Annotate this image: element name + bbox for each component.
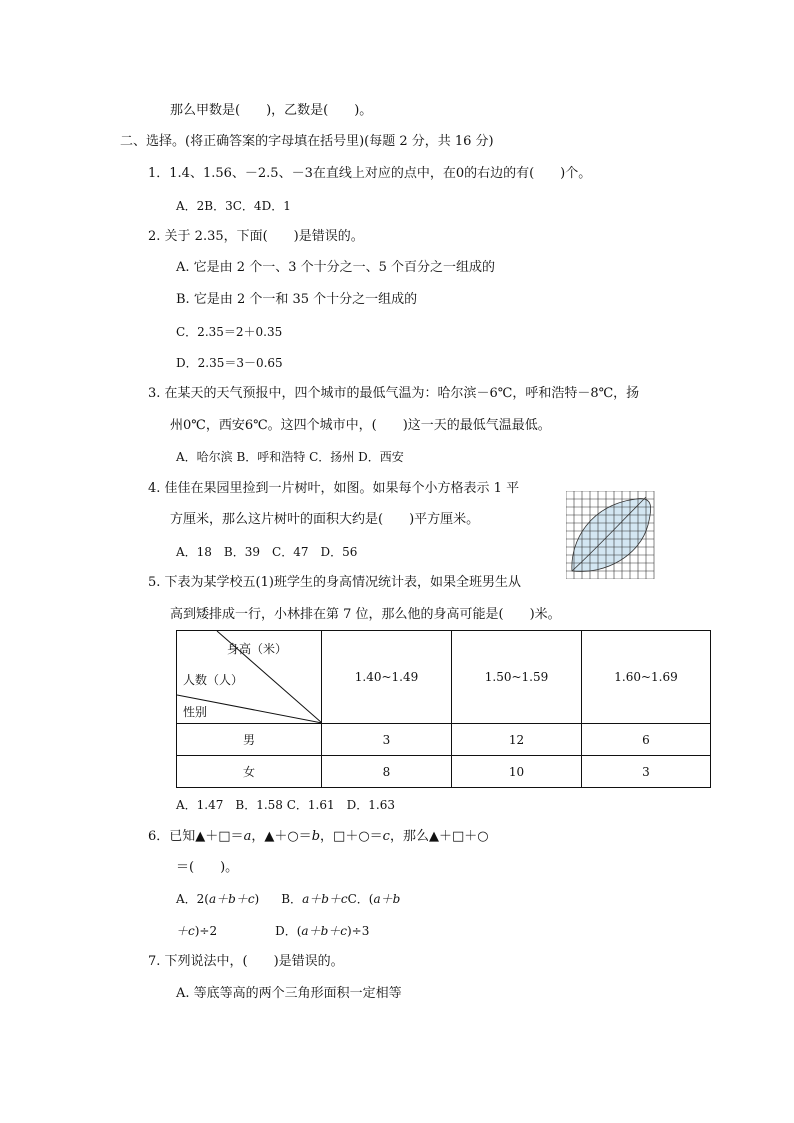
question-6-stem-line1 [148,829,489,845]
question-6-options-line1 [176,891,400,907]
table-row [177,724,711,756]
q6-option-c-rest: ＋c [176,924,195,938]
question-4-stem-line2: 方厘米，那么这片树叶的面积大约是( )平方厘米。 [170,512,480,527]
question-6-stem-line2: ＝( )。 [176,860,239,875]
question-1-stem: 1．1.4、1.56、－2.5、－3在直线上对应的点中，在0的右边的有( )个。 [148,166,592,181]
question-2-stem: 2. 关于 2.35，下面( )是错误的。 [148,229,364,244]
height-statistics-table [176,630,711,788]
q6-option-c-expr: a＋b [373,892,401,906]
q6-option-d-prefix: D．( [275,924,302,938]
table-cell: 6 [582,724,711,756]
q6-option-c-prefix: C．( [347,892,374,906]
section-title: 二、选择。(将正确答案的字母填在括号里)(每题 2 分，共 16 分) [120,134,494,149]
q6-option-d-suffix: )÷3 [346,924,370,938]
q6-eq3: □＋○＝ [333,829,383,844]
question-4-options: A．18 B．39 C．47 D．56 [176,545,358,559]
table-cell: 3 [582,756,711,788]
column-header: 1.60~1.69 [582,631,711,724]
question-7-option-a: A. 等底等高的两个三角形面积一定相等 [176,986,402,1001]
question-6-options-line2 [176,923,369,939]
q6-eq1: ▲＋□＝ [195,829,244,844]
q6-var-c: c [382,829,390,844]
q6-option-b-expr: a＋b＋c [302,892,348,906]
q6-var-a: a [243,829,252,844]
leaf-shape [572,499,651,572]
q6-option-a-prefix: A．2( [176,892,209,906]
question-2-option-b: B. 它是由 2 个一和 35 个十分之一组成的 [176,292,418,307]
column-header: 1.40~1.49 [322,631,452,724]
corner-label-height: 身高（米） [227,642,288,656]
question-2-option-d: D．2.35＝3－0.65 [176,356,283,370]
carry-line: 那么甲数是( )，乙数是( )。 [170,103,373,118]
column-header: 1.50~1.59 [452,631,582,724]
leaf-grid-figure [566,491,656,579]
question-2-option-a: A. 它是由 2 个一、3 个十分之一、5 个百分之一组成的 [176,260,495,275]
question-3-stem-line2: 州0℃，西安6℃。这四个城市中，( )这一天的最低气温最低。 [170,418,551,433]
q6-sep3: ， [389,829,403,844]
question-5-stem-line1: 5. 下表为某学校五(1)班学生的身高情况统计表，如果全班男生从 [148,575,521,590]
q6-sep1: ， [251,829,265,844]
q6-eq2: ▲＋○＝ [264,829,312,844]
corner-label-count: 人数（人） [183,673,244,687]
table-cell: 8 [322,756,452,788]
q6-prefix: 6．已知 [148,829,196,844]
question-3-options: A．哈尔滨 B．呼和浩特 C．扬州 D．西安 [176,450,404,464]
q6-tail: 那么▲＋□＋○ [402,829,489,844]
q6-option-a-expr: a＋b＋c [208,892,255,906]
table-cell: 3 [322,724,452,756]
row-label-male: 男 [177,724,322,756]
question-7-stem: 7. 下列说法中，( )是错误的。 [148,954,344,969]
question-5-options: A．1.47 B．1.58 C．1.61 D．1.63 [176,798,395,812]
question-5-stem-line2: 高到矮排成一行，小林排在第 7 位，那么他的身高可能是( )米。 [170,607,561,622]
q6-sep2: ， [320,829,334,844]
row-label-female: 女 [177,756,322,788]
question-3-stem-line1: 3. 在某天的天气预报中，四个城市的最低气温为：哈尔滨－6℃，呼和浩特－8℃，扬 [148,386,640,401]
question-2-option-c: C．2.35＝2＋0.35 [176,325,283,339]
question-1-options: A．2B．3C．4D．1 [176,199,291,213]
table-corner-cell [177,631,322,724]
corner-label-gender: 性别 [183,705,208,719]
question-4-stem-line1: 4. 佳佳在果园里捡到一片树叶，如图。如果每个小方格表示 1 平 [148,481,520,496]
table-cell: 10 [452,756,582,788]
q6-option-c-suffix: )÷2 [194,924,218,938]
q6-var-b: b [311,829,321,844]
q6-option-d-expr: a＋b＋c [301,924,347,938]
q6-option-a-suffix: ) [254,892,260,906]
q6-option-b-prefix: B． [281,892,303,906]
table-row [177,756,711,788]
table-cell: 12 [452,724,582,756]
